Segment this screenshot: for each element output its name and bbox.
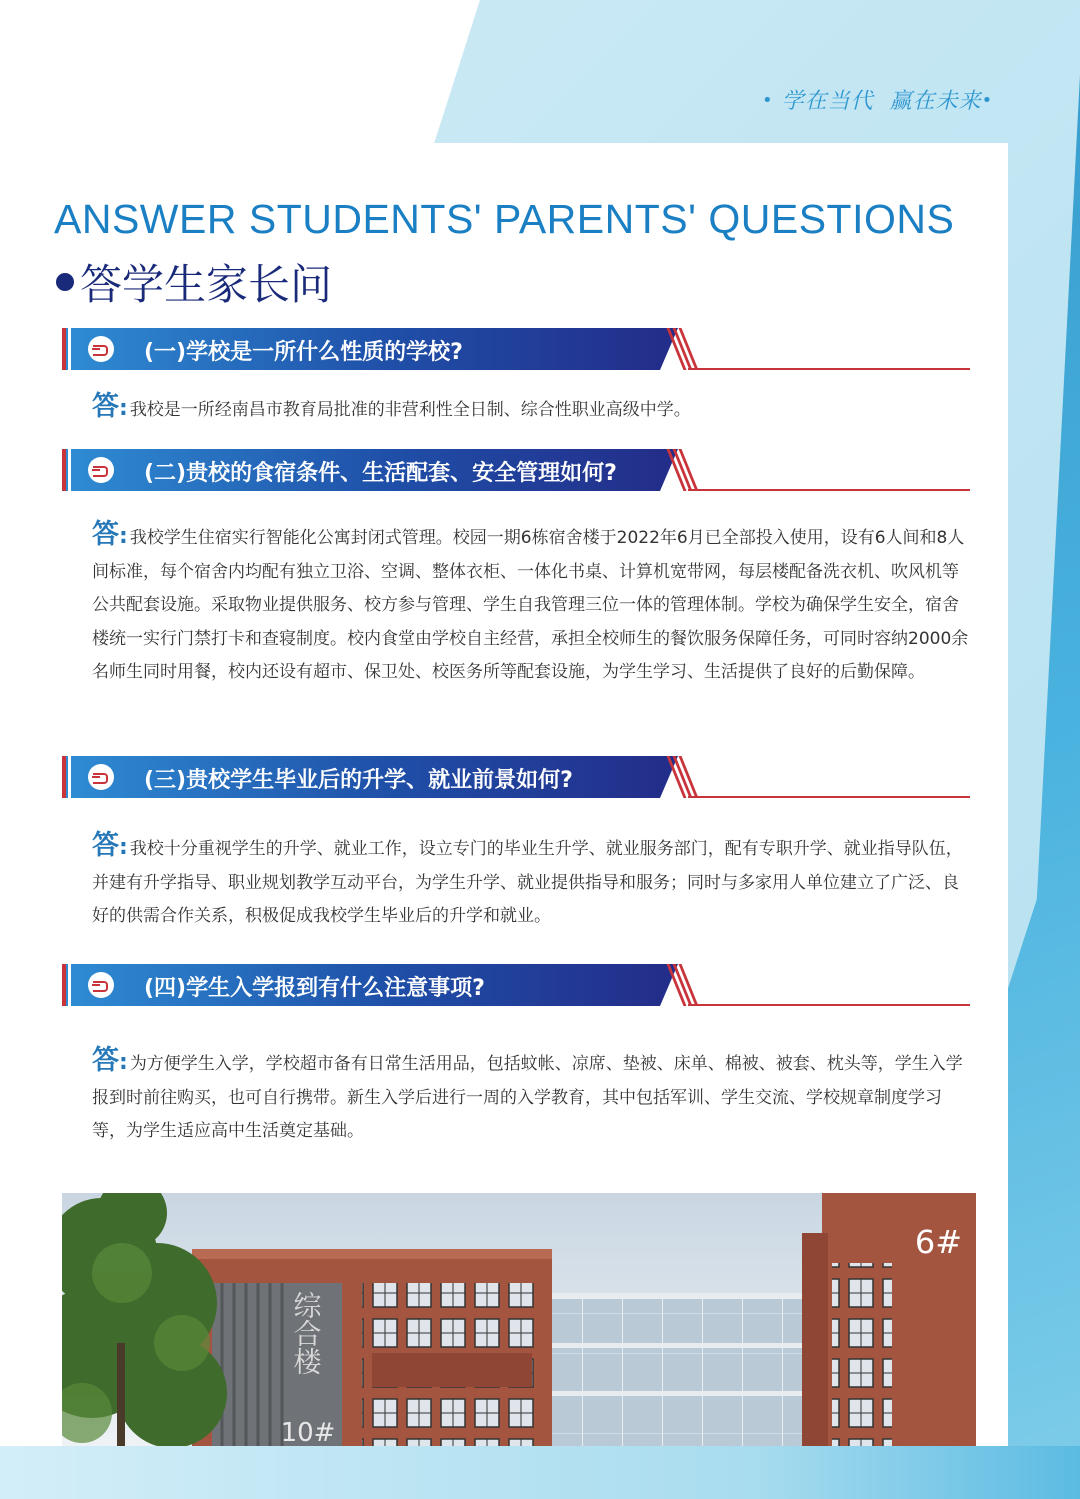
dorm-number: 6# bbox=[914, 1223, 962, 1261]
question-title: (三)贵校学生毕业后的升学、就业前景如何? bbox=[144, 768, 573, 793]
question-title: (四)学生入学报到有什么注意事项? bbox=[144, 976, 485, 1001]
page-title-chinese bbox=[56, 252, 332, 312]
background-white-corner bbox=[0, 0, 480, 150]
question-underline bbox=[688, 368, 970, 370]
answer-label: 答 bbox=[92, 1045, 119, 1076]
slogan: • 学在当代 赢在未来• bbox=[762, 89, 994, 114]
answer-label: 答 bbox=[92, 391, 119, 422]
question-bar-2 bbox=[62, 449, 970, 491]
answer-text: 我校学生住宿实行智能化公寓封闭式管理。校园一期6栋宿舍楼于2022年6月已全部投入使用，设有6人间和8人间标准，每个宿舍内均配有独立卫浴、空调、整体衣柜、一体化书桌、计算机宽带网，每层楼配备洗衣机、吹风机等公共配套设施。采取物业提供服务、校方参与管理、学生自我管理三位一体的管理体制。学校为确保学生安全，宿舍楼统一实行门禁打卡和查寝制度。校内食堂由学校自主经营，承担全校师生的餐饮服务保障任务，可同时容纳2000余名师生同时用餐，校内还设有超市、保卫处、校医务所等配套设施，为学生学习、生活提供了良好的后勤保障。 bbox=[92, 528, 969, 682]
answer-text: 我校是一所经南昌市教育局批准的非营利性全日制、综合性职业高级中学。 bbox=[129, 400, 691, 420]
pointer-hand-icon bbox=[88, 972, 114, 998]
question-bar-3 bbox=[62, 756, 970, 798]
building-sign: 综合楼 bbox=[289, 1291, 323, 1375]
pointer-hand-icon bbox=[88, 336, 114, 362]
campus-building-photo bbox=[62, 1193, 976, 1446]
question-underline bbox=[688, 1004, 970, 1006]
title-bullet-icon bbox=[56, 273, 74, 291]
answer-4: 答: 为方便学生入学，学校超市备有日常生活用品，包括蚊帐、凉席、垫被、床单、棉被、被套、枕头等，学生入学报到时前往购买，也可自行携带。新生入学后进行一周的入学教育，其中包括军训、学生交流、学校规章制度学习等，为学生适应高中生活奠定基础。 bbox=[92, 1045, 963, 1141]
answer-label: 答 bbox=[92, 830, 119, 861]
question-title: (一)学校是一所什么性质的学校? bbox=[144, 340, 463, 365]
answer-3: 答: 我校十分重视学生的升学、就业工作，设立专门的毕业生升学、就业服务部门，配有专职升学、就业指导队伍，并建有升学指导、职业规划教学互动平台，为学生升学、就业提供指导和服务；同时与多家用人单位建立了广泛、良好的供需合作关系，积极促成我校学生毕业后的升学和就业。 bbox=[92, 830, 963, 926]
slogan-text: 学在当代 赢在未来 bbox=[781, 89, 982, 114]
pointer-hand-icon bbox=[88, 764, 114, 790]
page-title-chinese-text: 答学生家长问 bbox=[80, 260, 333, 309]
question-bar-4 bbox=[62, 964, 970, 1006]
question-bar-1 bbox=[62, 328, 970, 370]
answer-text: 为方便学生入学，学校超市备有日常生活用品，包括蚊帐、凉席、垫被、床单、棉被、被套、枕头等，学生入学报到时前往购买，也可自行携带。新生入学后进行一周的入学教育，其中包括军训、学生交流、学校规章制度学习等，为学生适应高中生活奠定基础。 bbox=[92, 1054, 963, 1141]
page-title-english: ANSWER STUDENTS' PARENTS' QUESTIONS bbox=[54, 196, 955, 242]
pointer-hand-icon bbox=[88, 457, 114, 483]
question-underline bbox=[688, 489, 970, 491]
question-underline bbox=[688, 796, 970, 798]
question-title: (二)贵校的食宿条件、生活配套、安全管理如何? bbox=[144, 461, 617, 486]
answer-1: 答: 我校是一所经南昌市教育局批准的非营利性全日制、综合性职业高级中学。 bbox=[92, 391, 691, 422]
answer-text: 我校十分重视学生的升学、就业工作，设立专门的毕业生升学、就业服务部门，配有专职升学、就业指导队伍，并建有升学指导、职业规划教学互动平台，为学生升学、就业提供指导和服务；同时与多家用人单位建立了广泛、良好的供需合作关系，积极促成我校学生毕业后的升学和就业。 bbox=[92, 839, 963, 926]
answer-label: 答 bbox=[92, 519, 119, 550]
building-number: 10# bbox=[280, 1418, 336, 1446]
answer-2: 答: 我校学生住宿实行智能化公寓封闭式管理。校园一期6栋宿舍楼于2022年6月已全部投入使用，设有6人间和8人间标准，每个宿舍内均配有独立卫浴、空调、整体衣柜、一体化书桌、计算机宽带网，每层楼配备洗衣机、吹风机等公共配套设施。采取物业提供服务、校方参与管理、学生自我管理三位一体的管理体制。学校为确保学生安全，宿舍楼统一实行门禁打卡和查寝制度。校内食堂由学校自主经营，承担全校师生的餐饮服务保障任务，可同时容纳2000余名师生同时用餐，校内还设有超市、保卫处、校医务所等配套设施，为学生学习、生活提供了良好的后勤保障。 bbox=[92, 519, 969, 682]
background-bottom-strip bbox=[0, 1446, 1080, 1499]
